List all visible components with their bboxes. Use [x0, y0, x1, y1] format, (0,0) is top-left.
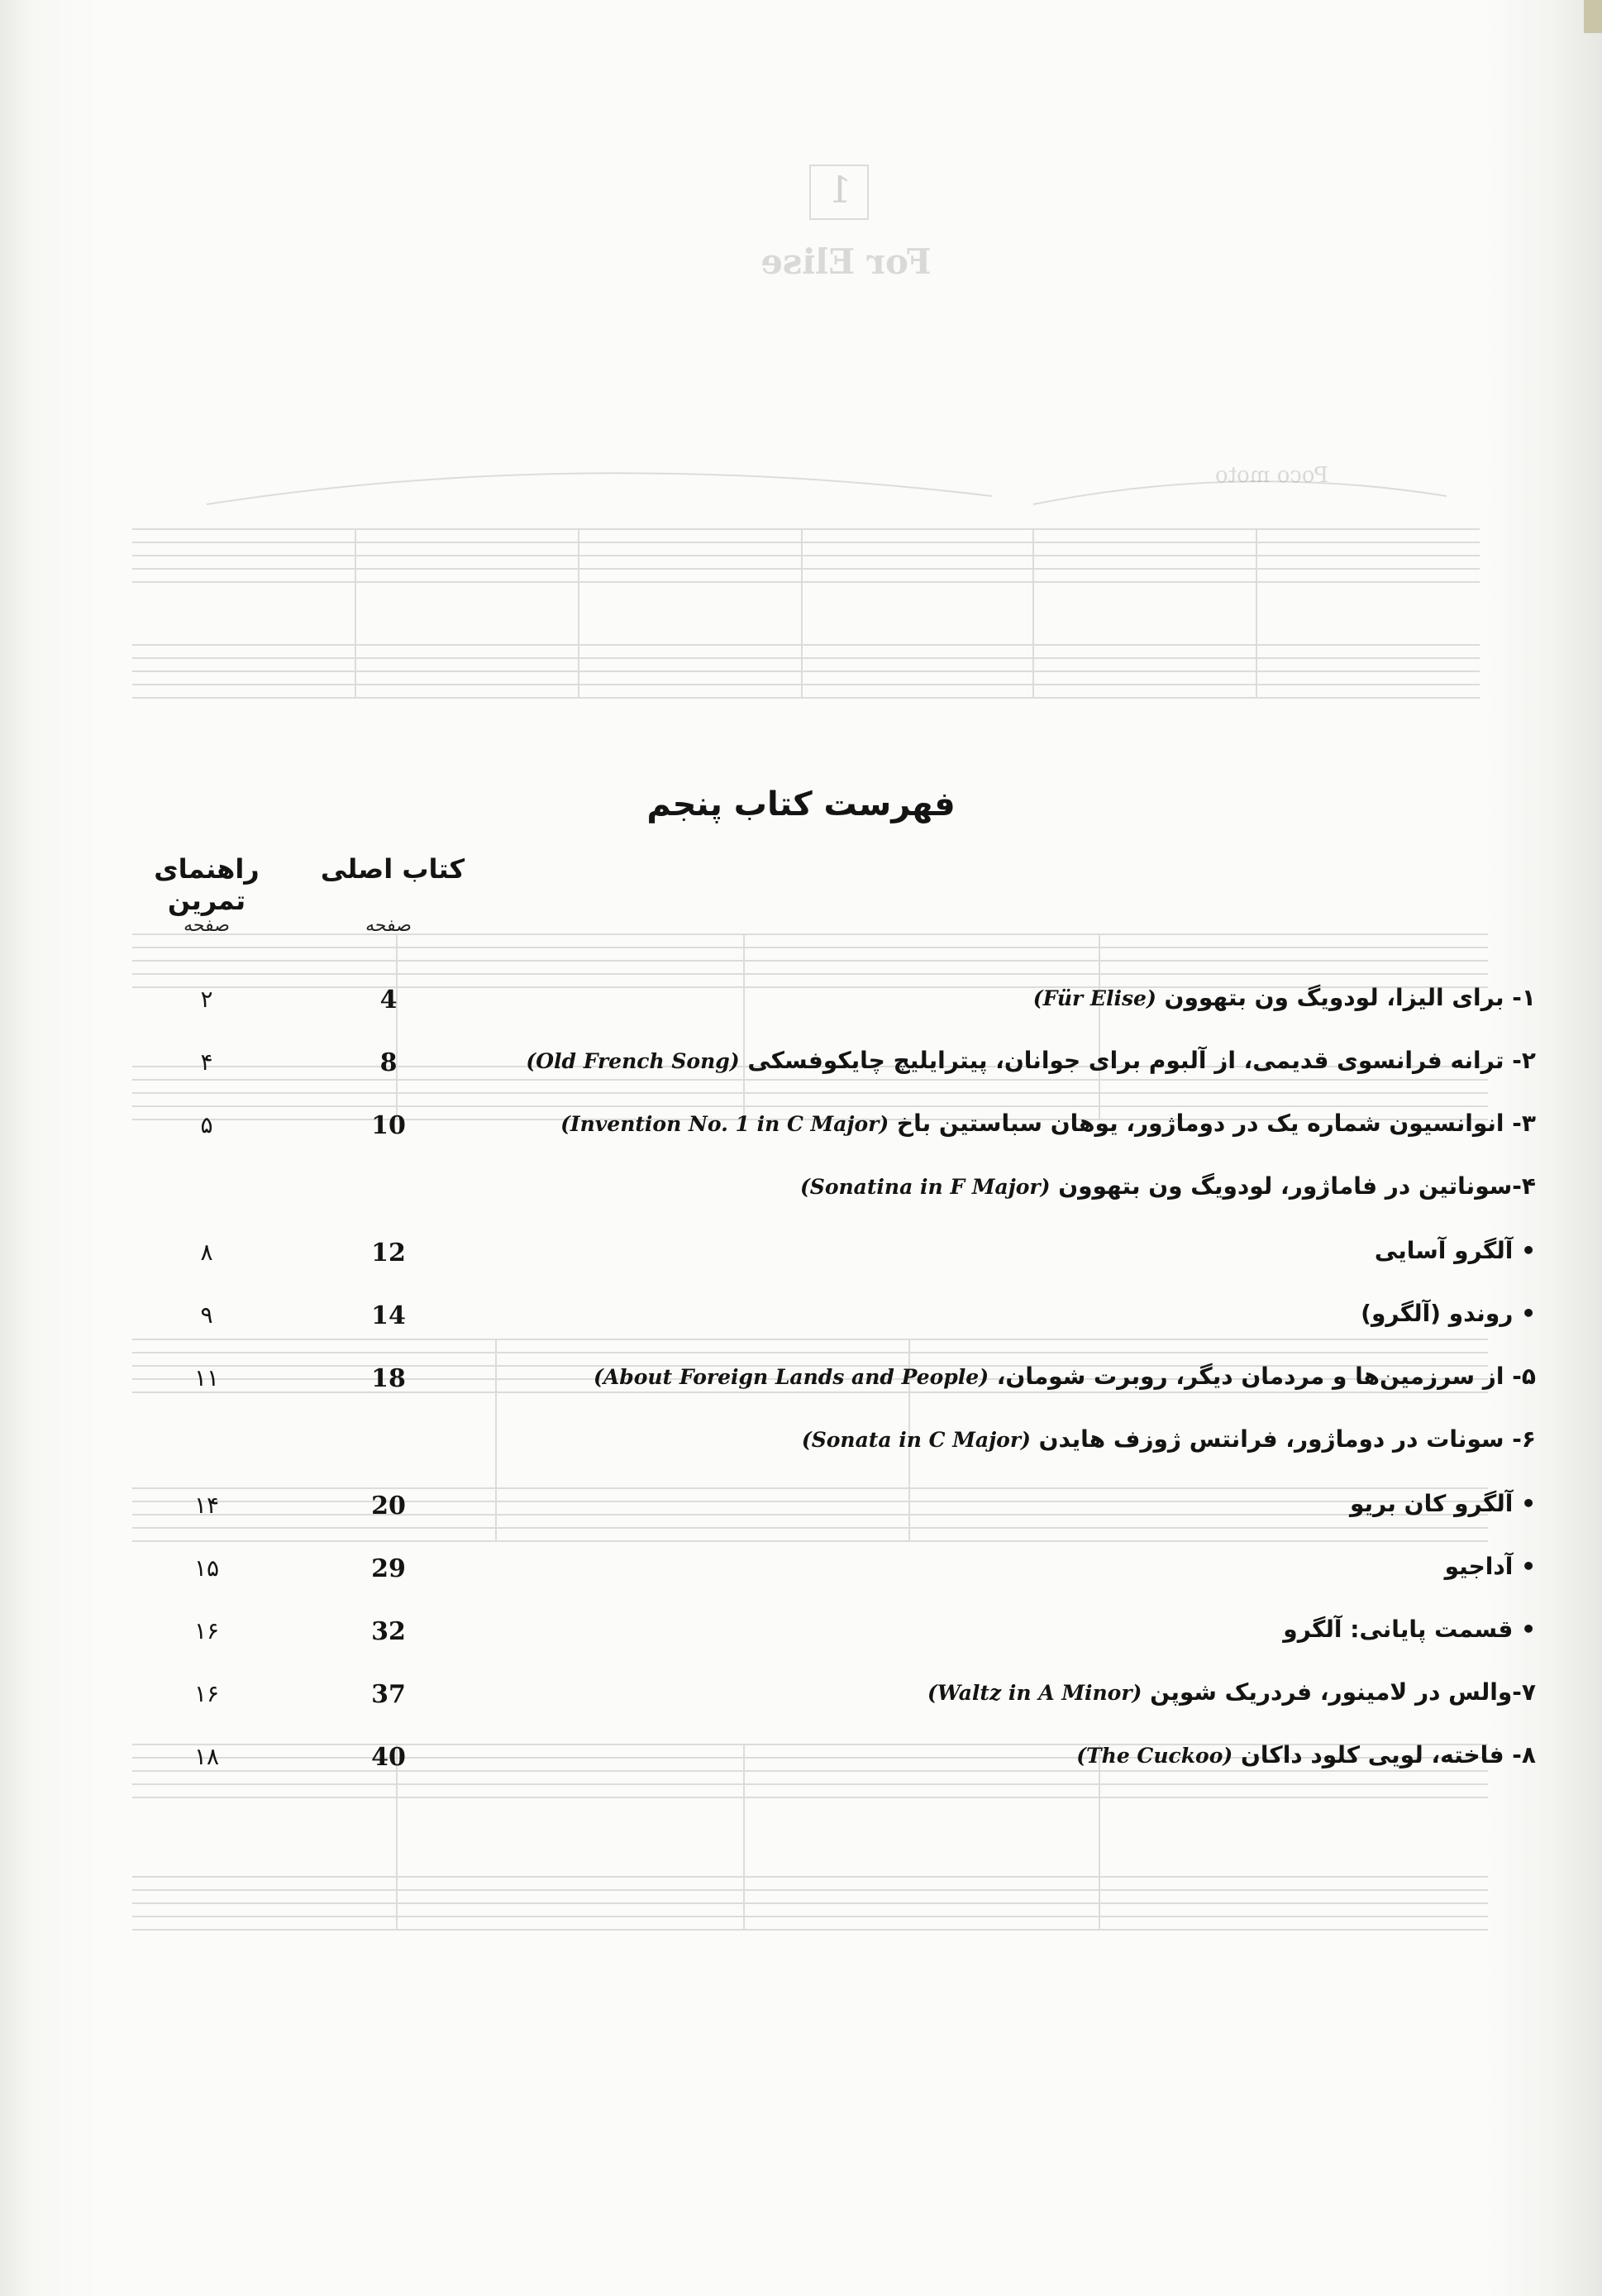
toc-guide-page: ۸	[200, 1239, 213, 1266]
toc-entry-title: ۵- از سرزمین‌ها و مردمان دیگر، روبرت شومان، (About Foreign Lands and People)	[594, 1363, 1536, 1390]
toc-main-page: 8	[379, 1048, 398, 1077]
toc-main-page: 32	[371, 1617, 406, 1646]
toc-guide-page: ۲	[200, 986, 213, 1013]
column-subheader-guide-page: صفحه	[184, 915, 230, 936]
toc-entry-title: • قسمت پایانی: آلگرو	[1283, 1616, 1536, 1643]
page-title: فهرست کتاب پنجم	[646, 785, 956, 823]
toc-guide-page: ۱۶	[193, 1680, 220, 1707]
toc-guide-page: ۱۸	[193, 1743, 220, 1770]
bleed-through-tempo: Poco moto	[1215, 463, 1328, 488]
toc-guide-page: ۵	[200, 1111, 213, 1138]
toc-row	[0, 1544, 1602, 1594]
toc-guide-page: ۱۶	[193, 1617, 220, 1644]
toc-row	[0, 976, 1602, 1025]
toc-main-page: 20	[371, 1492, 406, 1520]
toc-row	[0, 1229, 1602, 1278]
toc-entry-title: ۸- فاخته، لویی کلود داکان (The Cuckoo)	[1076, 1741, 1536, 1769]
toc-row	[0, 1291, 1602, 1341]
bleed-through-number: 1	[828, 169, 851, 212]
toc-main-page: 29	[371, 1554, 406, 1583]
toc-row	[0, 1417, 1602, 1467]
toc-row	[0, 1354, 1602, 1404]
toc-guide-page: ۹	[200, 1301, 213, 1329]
toc-row	[0, 1607, 1602, 1657]
toc-entry-title: ۱- برای الیزا، لودویگ ون بتهوون (Für Elise)	[1032, 984, 1536, 1011]
toc-main-page: 14	[371, 1301, 406, 1330]
toc-entry-title: ۷-والس در لامینور، فردریک شوپن (Waltz in A Minor)	[927, 1678, 1536, 1706]
toc-entry-title: • آلگرو کان بریو	[1349, 1490, 1536, 1517]
toc-entry-title: ۳- انوانسیون شماره یک در دوماژور، یوهان سباستین باخ (Invention No. 1 in C Major)	[560, 1110, 1536, 1137]
toc-row	[0, 1670, 1602, 1720]
toc-main-page: 4	[379, 986, 398, 1014]
toc-entry-title: ۴-سوناتین در فاماژور، لودویگ ون بتهوون (Sonatina in F Major)	[799, 1172, 1536, 1200]
toc-guide-page: ۱۴	[193, 1492, 220, 1519]
toc-guide-page: ۱۱	[193, 1364, 220, 1391]
toc-main-page: 12	[371, 1239, 406, 1267]
toc-main-page: 37	[371, 1680, 406, 1709]
toc-row	[0, 1164, 1602, 1214]
column-subheader-main-page: صفحه	[365, 915, 412, 936]
toc-main-page: 10	[371, 1111, 406, 1140]
column-header-guide: راهنمای تمرین	[154, 853, 260, 916]
toc-guide-page: ۱۵	[193, 1554, 220, 1582]
toc-entry-title: ۲- ترانه فرانسوی قدیمی، از آلبوم برای جوانان، پیترایلیچ چایکوفسکی (Old French Song)	[526, 1047, 1536, 1074]
toc-entry-title: ۶- سونات در دوماژور، فرانتس ژوزف هایدن (Sonata in C Major)	[801, 1425, 1536, 1453]
toc-main-page: 40	[371, 1743, 406, 1772]
toc-row	[0, 1101, 1602, 1151]
toc-row	[0, 1733, 1602, 1783]
toc-guide-page: ۴	[200, 1048, 213, 1076]
table-of-contents	[0, 976, 1602, 1786]
bleed-through-title: For Elise	[760, 241, 932, 282]
toc-main-page: 18	[371, 1364, 406, 1393]
toc-entry-title: • آلگرو آسایی	[1374, 1237, 1536, 1264]
column-header-main-book: کتاب اصلی	[320, 853, 465, 885]
toc-row	[0, 1038, 1602, 1088]
toc-row	[0, 1482, 1602, 1531]
toc-entry-title: • آداجیو	[1444, 1553, 1536, 1580]
toc-entry-title: • روندو (آلگرو)	[1361, 1300, 1536, 1327]
